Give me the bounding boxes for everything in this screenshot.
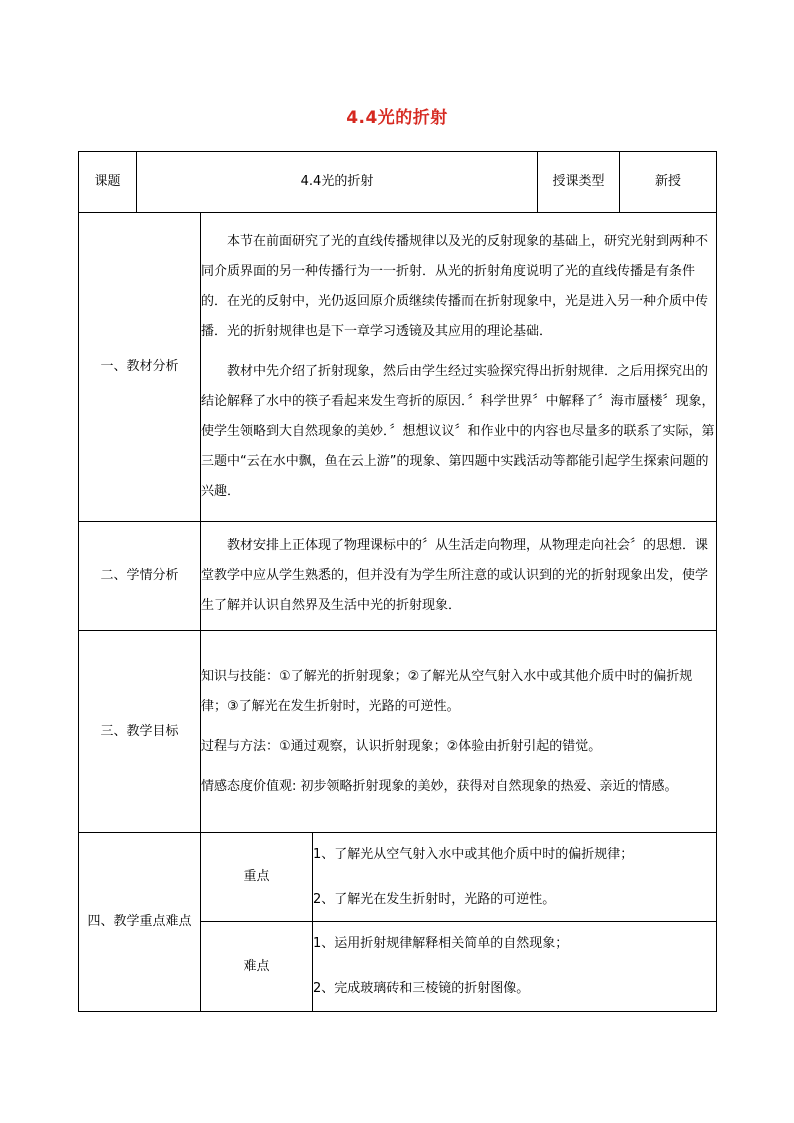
material-paragraph-1: 本节在前面研究了光的直线传播规律以及光的反射现象的基础上，研究光射到两种不同介质界面的另一种传播行为一一折射．从光的折射角度说明了光的直线传播是有条件的．在光的反射中，光仍返回原介质继续传播而在折射现象中，光是进入另一种介质中传播．光的折射规律也是下一章学习透镜及其应用的理论基础． (201, 234, 709, 339)
goal-knowledge: 知识与技能：①了解光的折射现象；②了解光从空气射入水中或其他介质中时的偏折规律；③了解光在发生折射时，光路的可逆性。 (201, 668, 693, 714)
difficult-item-2: 2、完成玻璃砖和三棱镜的折射图像。 (313, 981, 530, 996)
key-item-2: 2、了解光在发生折射时，光路的可逆性。 (313, 891, 556, 907)
students-content (201, 522, 717, 631)
header-row (79, 152, 717, 213)
goal-attitude: 情感态度价值观: 初步领略折射现象的美妙，获得对自然现象的热爱、亲近的情感。 (201, 778, 678, 794)
key-item-1: 1、了解光从空气射入水中或其他介质中时的偏折规律； (313, 846, 634, 862)
topic-value: 4.4光的折射 (137, 152, 538, 213)
students-paragraph-1: 教材安排上正体现了物理课标中的〞从生活走向物理，从物理走向社会〞的思想．课堂教学中应从学生熟悉的，但并没有为学生所注意的或认识到的光的折射现象出发，使学生了解并认识自然界及生活中光的折射现象． (201, 538, 709, 613)
key-content (313, 833, 717, 922)
difficult-item-1: 1、运用折射规律解释相关简单的自然现象； (313, 936, 569, 951)
page-title: 4.4光的折射 (346, 108, 448, 128)
students-label: 二、学情分析 (79, 522, 201, 631)
material-row (79, 213, 717, 522)
keypoints-label: 四、教学重点难点 (79, 833, 201, 1012)
goals-row (79, 631, 717, 833)
key-label: 重点 (201, 833, 313, 922)
material-label: 一、教材分析 (79, 213, 201, 522)
material-paragraph-2: 教材中先介绍了折射现象，然后由学生经过实验探究得出折射规律．之后用探究出的结论解释了水中的筷子看起来发生弯折的原因．〞科学世界〞中解释了〞海市蜃楼〞现象，使学生领略到大自然现象的美妙．〞想想议议〞和作业中的内容也尽量多的联系了实际，第三题中“云在水中飘，鱼在云上游”的现象、第四题中实践活动等都能引起学生探索问题的兴趣． (201, 364, 715, 499)
goal-process: 过程与方法：①通过观察，认识折射现象；②体验由折射引起的错觉。 (201, 738, 602, 754)
lesson-type-label: 授课类型 (538, 152, 620, 213)
goals-label: 三、教学目标 (79, 631, 201, 833)
difficult-content (313, 922, 717, 1012)
goals-content (201, 631, 717, 833)
difficult-label: 难点 (201, 922, 313, 1012)
lesson-plan-table (78, 151, 717, 1012)
material-content (201, 213, 717, 522)
students-row (79, 522, 717, 631)
topic-label: 课题 (79, 152, 137, 213)
key-points-row (79, 833, 717, 922)
lesson-type-value: 新授 (620, 152, 717, 213)
